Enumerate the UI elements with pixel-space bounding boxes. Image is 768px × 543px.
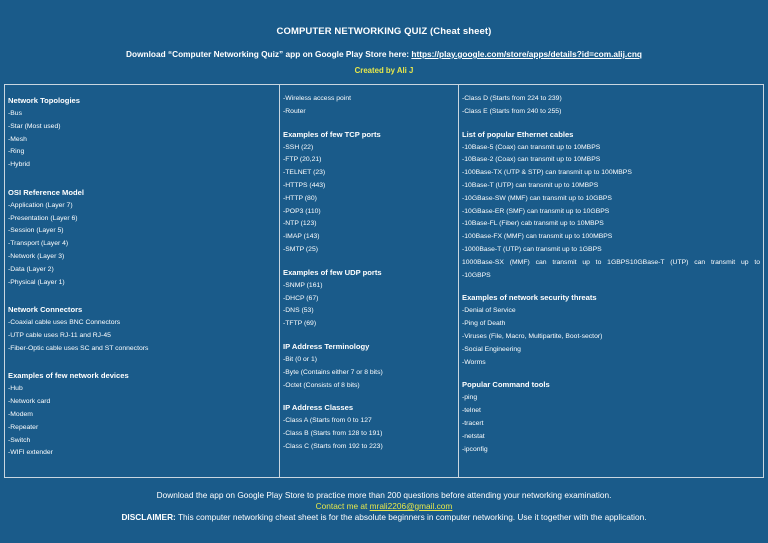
section-heading: Examples of few TCP ports [283, 129, 381, 139]
disclaimer-label: DISCLAIMER: [121, 512, 176, 522]
section-heading: Examples of few network devices [8, 371, 129, 381]
list-item: -Social Engineering [462, 345, 521, 353]
list-item: -10Base-5 (Coax) can transmit up to 10MBPS [462, 143, 601, 151]
section-heading: Network Connectors [8, 305, 83, 315]
list-item: -netstat [462, 432, 485, 440]
list-item: -Modem [8, 410, 33, 418]
list-item: -1000Base-T (UTP) can transmit up to 1GBPS [462, 245, 602, 253]
list-item: -Data (Layer 2) [8, 265, 54, 273]
list-item: -Class E (Starts from 240 to 255) [462, 107, 562, 115]
list-item: -10Base-FL (Fiber) cab transmit up to 10MBPS [462, 220, 604, 228]
section-heading: Popular Command tools [462, 380, 550, 390]
list-item: -telnet [462, 407, 481, 415]
list-item: -Bus [8, 110, 22, 117]
section-heading: IP Address Classes [283, 403, 354, 413]
list-item: -SMTP (25) [283, 245, 318, 253]
list-item: -Denial of Service [462, 307, 516, 315]
list-item: -DNS (53) [283, 307, 314, 315]
section-heading: Examples of few UDP ports [283, 267, 382, 277]
list-item: -Repeater [8, 423, 39, 431]
list-item: -IMAP (143) [283, 233, 320, 241]
email-link[interactable]: mrali2206@gmail.com [369, 501, 453, 511]
list-item: -Network (Layer 3) [8, 252, 65, 260]
list-item: -Bit (0 or 1) [283, 355, 317, 363]
download-line [0, 49, 768, 59]
column-2 [280, 85, 459, 477]
disclaimer [0, 512, 768, 523]
list-item: -Transport (Layer 4) [8, 240, 69, 248]
play-store-link[interactable]: https://play.google.com/store/apps/details?id=com.alij.cnq [411, 49, 642, 59]
section-heading: Examples of network security threats [462, 293, 597, 303]
list-item: -ipconfig [462, 445, 488, 453]
list-item: -tracert [462, 419, 484, 427]
author-credit: Created by Ali J [354, 66, 414, 75]
list-item: -Hub [8, 385, 23, 393]
list-item: -SNMP (161) [283, 281, 323, 289]
list-item: -WIFI extender [8, 449, 53, 457]
list-item: -Hybrid [8, 161, 30, 169]
list-item: -Ping of Death [462, 320, 506, 328]
list-item: -SSH (22) [283, 143, 314, 151]
list-item: -Wireless access point [283, 95, 351, 102]
list-item: -DHCP (67) [283, 294, 319, 302]
column-3 [459, 85, 763, 477]
cheat-sheet-grid [4, 84, 764, 478]
list-item: -Fiber-Optic cable uses SC and ST connectors [8, 344, 149, 352]
list-item: -10Base-T (UTP) can transmit up to 10MBPS [462, 181, 599, 189]
list-item: 1000Base-SX (MMF) can transmit up to 1GBPS10GBase-T (UTP) can transmit up to [462, 258, 760, 266]
list-item: -FTP (20,21) [283, 156, 322, 164]
footer-download-note: Download the app on Google Play Store to practice more than 200 questions before attending your networking examination. [156, 490, 612, 500]
section-heading: List of popular Ethernet cables [462, 129, 574, 139]
page-title: COMPUTER NETWORKING QUIZ (Cheat sheet) [276, 26, 492, 37]
list-item: -Worms [462, 358, 486, 366]
list-item: -UTP cable uses RJ-11 and RJ-45 [8, 331, 111, 339]
list-item: -HTTP (80) [283, 194, 317, 202]
list-item: -Class C (Starts from 192 to 223) [283, 442, 383, 450]
list-item: -Network card [8, 398, 51, 406]
list-item: -Mesh [8, 135, 27, 143]
contact-line [0, 501, 768, 512]
section-heading: IP Address Terminology [283, 341, 370, 351]
list-item: -Presentation (Layer 6) [8, 214, 78, 222]
contact-prefix: Contact me at [315, 501, 370, 511]
list-item: -10GBase-ER (SMF) can transmit up to 10GBPS [462, 207, 610, 215]
list-item: -Switch [8, 436, 31, 444]
list-item: -Ring [8, 148, 25, 156]
column-1 [5, 85, 280, 477]
list-item: -Physical (Layer 1) [8, 278, 65, 286]
list-item: -Class D (Starts from 224 to 239) [462, 95, 562, 102]
list-item: -HTTPS (443) [283, 181, 326, 189]
section-heading: Network Topologies [8, 96, 81, 105]
list-item: -Application (Layer 7) [8, 201, 73, 209]
list-item: -Class B (Starts from 128 to 191) [283, 430, 383, 438]
list-item: -NTP (123) [283, 220, 317, 228]
list-item: -100Base-TX (UTP & STP) can transmit up to 100MBPS [462, 169, 632, 177]
list-item: -Viruses (File, Macro, Multipartite, Boot-sector) [462, 332, 603, 340]
list-item: -TFTP (69) [283, 320, 317, 328]
list-item: -Class A (Starts from 0 to 127 [283, 417, 372, 425]
footer [0, 490, 768, 523]
download-prefix: Download “Computer Networking Quiz” app on Google Play Store here: [126, 49, 412, 59]
list-item: -Coaxial cable uses BNC Connectors [8, 319, 121, 327]
header [0, 0, 768, 80]
list-item: -10Base-2 (Coax) can transmit up to 10MBPS [462, 156, 601, 164]
list-item: -Session (Layer 5) [8, 227, 64, 235]
list-item: -POP3 (110) [283, 207, 321, 215]
list-item: -100Base-FX (MMF) can transmit up to 100MBPS [462, 233, 613, 241]
list-item: -Byte (Contains either 7 or 8 bits) [283, 368, 383, 376]
list-item: -Octet (Consists of 8 bits) [283, 381, 360, 389]
list-item: -ping [462, 394, 478, 402]
list-item: -Star (Most used) [8, 122, 61, 130]
list-item: -Router [283, 107, 306, 115]
disclaimer-text: This computer networking cheat sheet is for the absolute beginners in computer networking. Use it together with the application. [175, 512, 647, 522]
section-heading: OSI Reference Model [8, 187, 84, 197]
list-item: -10GBase-SW (MMF) can transmit up to 10GBPS [462, 194, 612, 202]
list-item: -10GBPS [462, 271, 491, 279]
list-item: -TELNET (23) [283, 169, 326, 177]
